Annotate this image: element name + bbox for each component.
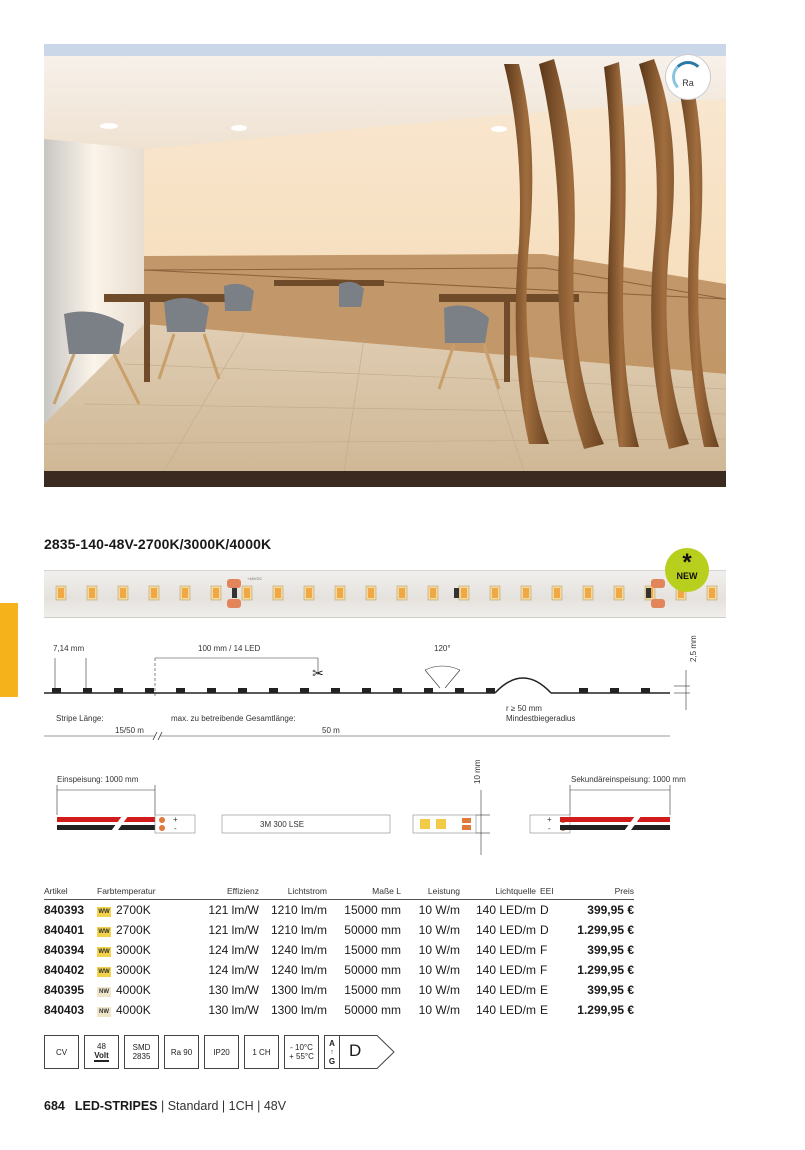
price-cell: 399,95 € — [587, 903, 634, 917]
cct-value: 3000K — [116, 943, 151, 957]
led-chip — [304, 586, 314, 600]
solder-pad — [651, 579, 665, 588]
efficiency-cell: 130 lm/W — [208, 983, 259, 997]
led-chip — [459, 586, 469, 600]
eei-class-cell: D — [540, 903, 549, 917]
led-chip-outline — [641, 688, 650, 693]
led-chip — [366, 586, 376, 600]
luminous-flux-cell: 1240 lm/m — [270, 963, 327, 977]
price-cell: 399,95 € — [587, 943, 634, 957]
bend-radius-value: r ≥ 50 mm — [506, 704, 542, 713]
led-chip — [118, 586, 128, 600]
smd-top: SMD — [132, 1043, 151, 1052]
led-strip-photo — [44, 570, 726, 618]
resistor — [454, 588, 459, 598]
length-cell: 50000 mm — [344, 963, 401, 977]
led-chip — [707, 586, 717, 600]
ip-icon — [204, 1035, 239, 1069]
new-badge — [665, 548, 709, 592]
cct-badge: WW — [98, 949, 110, 955]
col-lichtstrom: Lichtstrom — [259, 880, 327, 900]
led-chip-outline — [393, 688, 402, 693]
power-cell: 10 W/m — [418, 1003, 460, 1017]
right-plus: + — [547, 815, 552, 824]
eei-class-cell: F — [540, 963, 548, 977]
light-source-cell: 140 LED/m — [475, 943, 536, 957]
feed-label: Einspeisung: 1000 mm — [57, 775, 139, 784]
channel-icon — [244, 1035, 279, 1069]
led-chip-outline — [331, 688, 340, 693]
temp-top: - 10°C — [290, 1043, 313, 1052]
color-temperature-cell — [97, 920, 196, 940]
luminous-flux-cell: 1210 lm/m — [270, 903, 327, 917]
eei-class-cell: E — [540, 983, 549, 997]
led-chip — [583, 586, 593, 600]
price-cell: 399,95 € — [587, 983, 634, 997]
resistor — [646, 588, 651, 598]
table-row — [44, 960, 634, 980]
footer-subsection: | Standard | 1CH | 48V — [157, 1099, 287, 1113]
table-header-row — [44, 880, 634, 900]
temp-bottom: + 55°C — [289, 1052, 314, 1061]
color-temperature-cell — [97, 900, 196, 921]
led-chip — [56, 586, 66, 600]
solder-pad — [651, 599, 665, 608]
cct-badge: WW — [98, 929, 110, 935]
led-chip-outline — [362, 688, 371, 693]
table-row — [44, 900, 634, 921]
volt-icon — [84, 1035, 119, 1069]
width-label: 10 mm — [473, 759, 482, 784]
led-chip — [273, 586, 283, 600]
energy-top: A — [329, 1038, 335, 1048]
led-chip — [397, 586, 407, 600]
luminous-flux-cell: 1300 lm/m — [270, 983, 327, 997]
led-chip — [614, 586, 624, 600]
left-plus: + — [173, 815, 178, 824]
article-number-cell: 840402 — [44, 963, 85, 977]
smd-bottom: 2835 — [132, 1052, 151, 1061]
product-title: 2835-140-48V-2700K/3000K/4000K — [44, 536, 272, 552]
power-cell: 10 W/m — [418, 963, 460, 977]
energy-bottom: G — [328, 1056, 336, 1066]
cct-value: 4000K — [116, 983, 151, 997]
eei-class-cell: F — [540, 943, 548, 957]
table-row — [44, 980, 634, 1000]
led-chip-outline — [455, 688, 464, 693]
new-badge-label: NEW — [676, 571, 698, 581]
led-chip — [335, 586, 345, 600]
table-row — [44, 940, 634, 960]
page-number: 684 — [44, 1099, 65, 1113]
cct-badge: NW — [99, 989, 109, 995]
efficiency-cell: 130 lm/W — [208, 1003, 259, 1017]
cct-value: 3000K — [116, 963, 151, 977]
scissors-icon: ✂ — [312, 665, 324, 681]
color-temperature-cell — [97, 960, 196, 980]
col-effizienz: Effizienz — [196, 880, 259, 900]
ra-badge-label: Ra — [682, 78, 694, 88]
footer-section: LED-STRIPES — [74, 1099, 158, 1113]
resistor — [232, 588, 237, 598]
led-chip — [149, 586, 159, 600]
price-cell: 1.299,95 € — [577, 963, 634, 977]
left-minus: - — [174, 824, 177, 833]
led-chip — [211, 586, 221, 600]
hero-photo — [44, 44, 726, 487]
volt-unit: Volt — [94, 1051, 109, 1060]
col-lichtquelle: Lichtquelle — [460, 880, 536, 900]
led-chip — [180, 586, 190, 600]
eei-class-cell: D — [540, 923, 549, 937]
led-chip-outline — [486, 688, 495, 693]
max-length-value: 50 m — [322, 726, 340, 735]
led-chip-outline — [610, 688, 619, 693]
spec-table — [44, 880, 634, 1020]
led-chip-outline — [207, 688, 216, 693]
energy-class-label: D — [349, 1041, 362, 1060]
ra-arc-icon — [672, 61, 704, 93]
beam-angle-label: 120° — [434, 644, 451, 653]
secondary-feed-label: Sekundäreinspeisung: 1000 mm — [571, 775, 686, 784]
cv-icon — [44, 1035, 79, 1069]
luminous-flux-cell: 1210 lm/m — [270, 923, 327, 937]
led-chip-outline — [300, 688, 309, 693]
color-temperature-cell — [97, 940, 196, 960]
efficiency-cell: 121 lm/W — [208, 903, 259, 917]
price-cell: 1.299,95 € — [577, 923, 634, 937]
led-strip-svg — [44, 571, 726, 617]
cct-badge: WW — [98, 969, 110, 975]
light-source-cell: 140 LED/m — [475, 1003, 536, 1017]
luminous-flux-cell: 1300 lm/m — [270, 1003, 327, 1017]
table-row — [44, 1000, 634, 1020]
light-source-cell: 140 LED/m — [475, 963, 536, 977]
length-cell: 15000 mm — [344, 903, 401, 917]
power-cell: 10 W/m — [418, 903, 460, 917]
led-chip — [242, 586, 252, 600]
page-footer — [44, 1099, 286, 1113]
cct-badge: WW — [98, 909, 110, 915]
led-chip-outline — [269, 688, 278, 693]
max-length-label: max. zu betreibende Gesamtlänge: — [171, 714, 296, 723]
led-chip — [87, 586, 97, 600]
led-chip-outline — [52, 688, 61, 693]
cct-value: 2700K — [116, 903, 151, 917]
light-source-cell: 140 LED/m — [475, 923, 536, 937]
cv-label: CV — [55, 1047, 68, 1057]
led-chip-outline — [114, 688, 123, 693]
length-cell: 15000 mm — [344, 943, 401, 957]
col-farbtemperatur: Farbtemperatur — [97, 880, 196, 900]
light-source-cell: 140 LED/m — [475, 903, 536, 917]
smd-icon — [124, 1035, 159, 1069]
col-preis: Preis — [576, 880, 634, 900]
led-chip-outline — [579, 688, 588, 693]
stripe-length-label: Stripe Länge: — [56, 714, 104, 723]
luminous-flux-cell: 1240 lm/m — [270, 943, 327, 957]
length-cell: 50000 mm — [344, 923, 401, 937]
article-number-cell: 840403 — [44, 1003, 85, 1017]
led-chip — [490, 586, 500, 600]
power-cell: 10 W/m — [418, 923, 460, 937]
power-cell: 10 W/m — [418, 983, 460, 997]
bend-radius-label: Mindestbiegeradius — [506, 714, 576, 723]
eei-class-cell: E — [540, 1003, 549, 1017]
solder-pad — [227, 579, 241, 588]
ra-icon-label: Ra 90 — [170, 1047, 193, 1057]
table-row — [44, 920, 634, 940]
article-number-cell: 840395 — [44, 983, 85, 997]
led-chip-outline — [424, 688, 433, 693]
article-number-cell: 840401 — [44, 923, 85, 937]
led-pitch-label: 7,14 mm — [53, 644, 85, 653]
efficiency-cell: 124 lm/W — [208, 943, 259, 957]
strip-print-label: +48VDC — [247, 576, 263, 581]
height-label: 2,5 mm — [689, 635, 698, 662]
efficiency-cell: 121 lm/W — [208, 923, 259, 937]
light-source-cell: 140 LED/m — [475, 983, 536, 997]
right-minus: - — [548, 824, 551, 833]
led-chip-outline — [176, 688, 185, 693]
led-chip — [552, 586, 562, 600]
led-chip-outline — [145, 688, 154, 693]
price-cell: 1.299,95 € — [577, 1003, 634, 1017]
color-temperature-cell — [97, 1000, 196, 1020]
efficiency-cell: 124 lm/W — [208, 963, 259, 977]
col-leistung: Leistung — [401, 880, 460, 900]
color-temperature-cell — [97, 980, 196, 1000]
article-number-cell: 840393 — [44, 903, 85, 917]
col-artikel: Artikel — [44, 880, 97, 900]
energy-class-arrow-icon — [339, 1035, 395, 1069]
power-cell: 10 W/m — [418, 943, 460, 957]
cct-badge: NW — [99, 1009, 109, 1015]
led-chip-outline — [83, 688, 92, 693]
ra-icon — [164, 1035, 199, 1069]
tape-label: 3M 300 LSE — [260, 820, 305, 829]
led-chip — [521, 586, 531, 600]
col-eei: EEI — [536, 880, 576, 900]
segment-label: 100 mm / 14 LED — [198, 644, 261, 653]
new-star-icon: * — [682, 549, 692, 576]
col-masse: Maße L — [327, 880, 401, 900]
length-cell: 50000 mm — [344, 1003, 401, 1017]
ra-badge — [666, 55, 710, 99]
cct-value: 4000K — [116, 1003, 151, 1017]
energy-scale-icon: A ↑ G — [324, 1035, 340, 1069]
temperature-icon — [284, 1035, 319, 1069]
ip-label: IP20 — [213, 1047, 230, 1057]
channel-label: 1 CH — [252, 1047, 271, 1057]
length-cell: 15000 mm — [344, 983, 401, 997]
article-number-cell: 840394 — [44, 943, 85, 957]
stripe-length-value: 15/50 m — [115, 726, 144, 735]
solder-pad — [227, 599, 241, 608]
led-chip — [428, 586, 438, 600]
volt-number: 48 — [97, 1042, 106, 1051]
cct-value: 2700K — [116, 923, 151, 937]
led-chip-outline — [238, 688, 247, 693]
